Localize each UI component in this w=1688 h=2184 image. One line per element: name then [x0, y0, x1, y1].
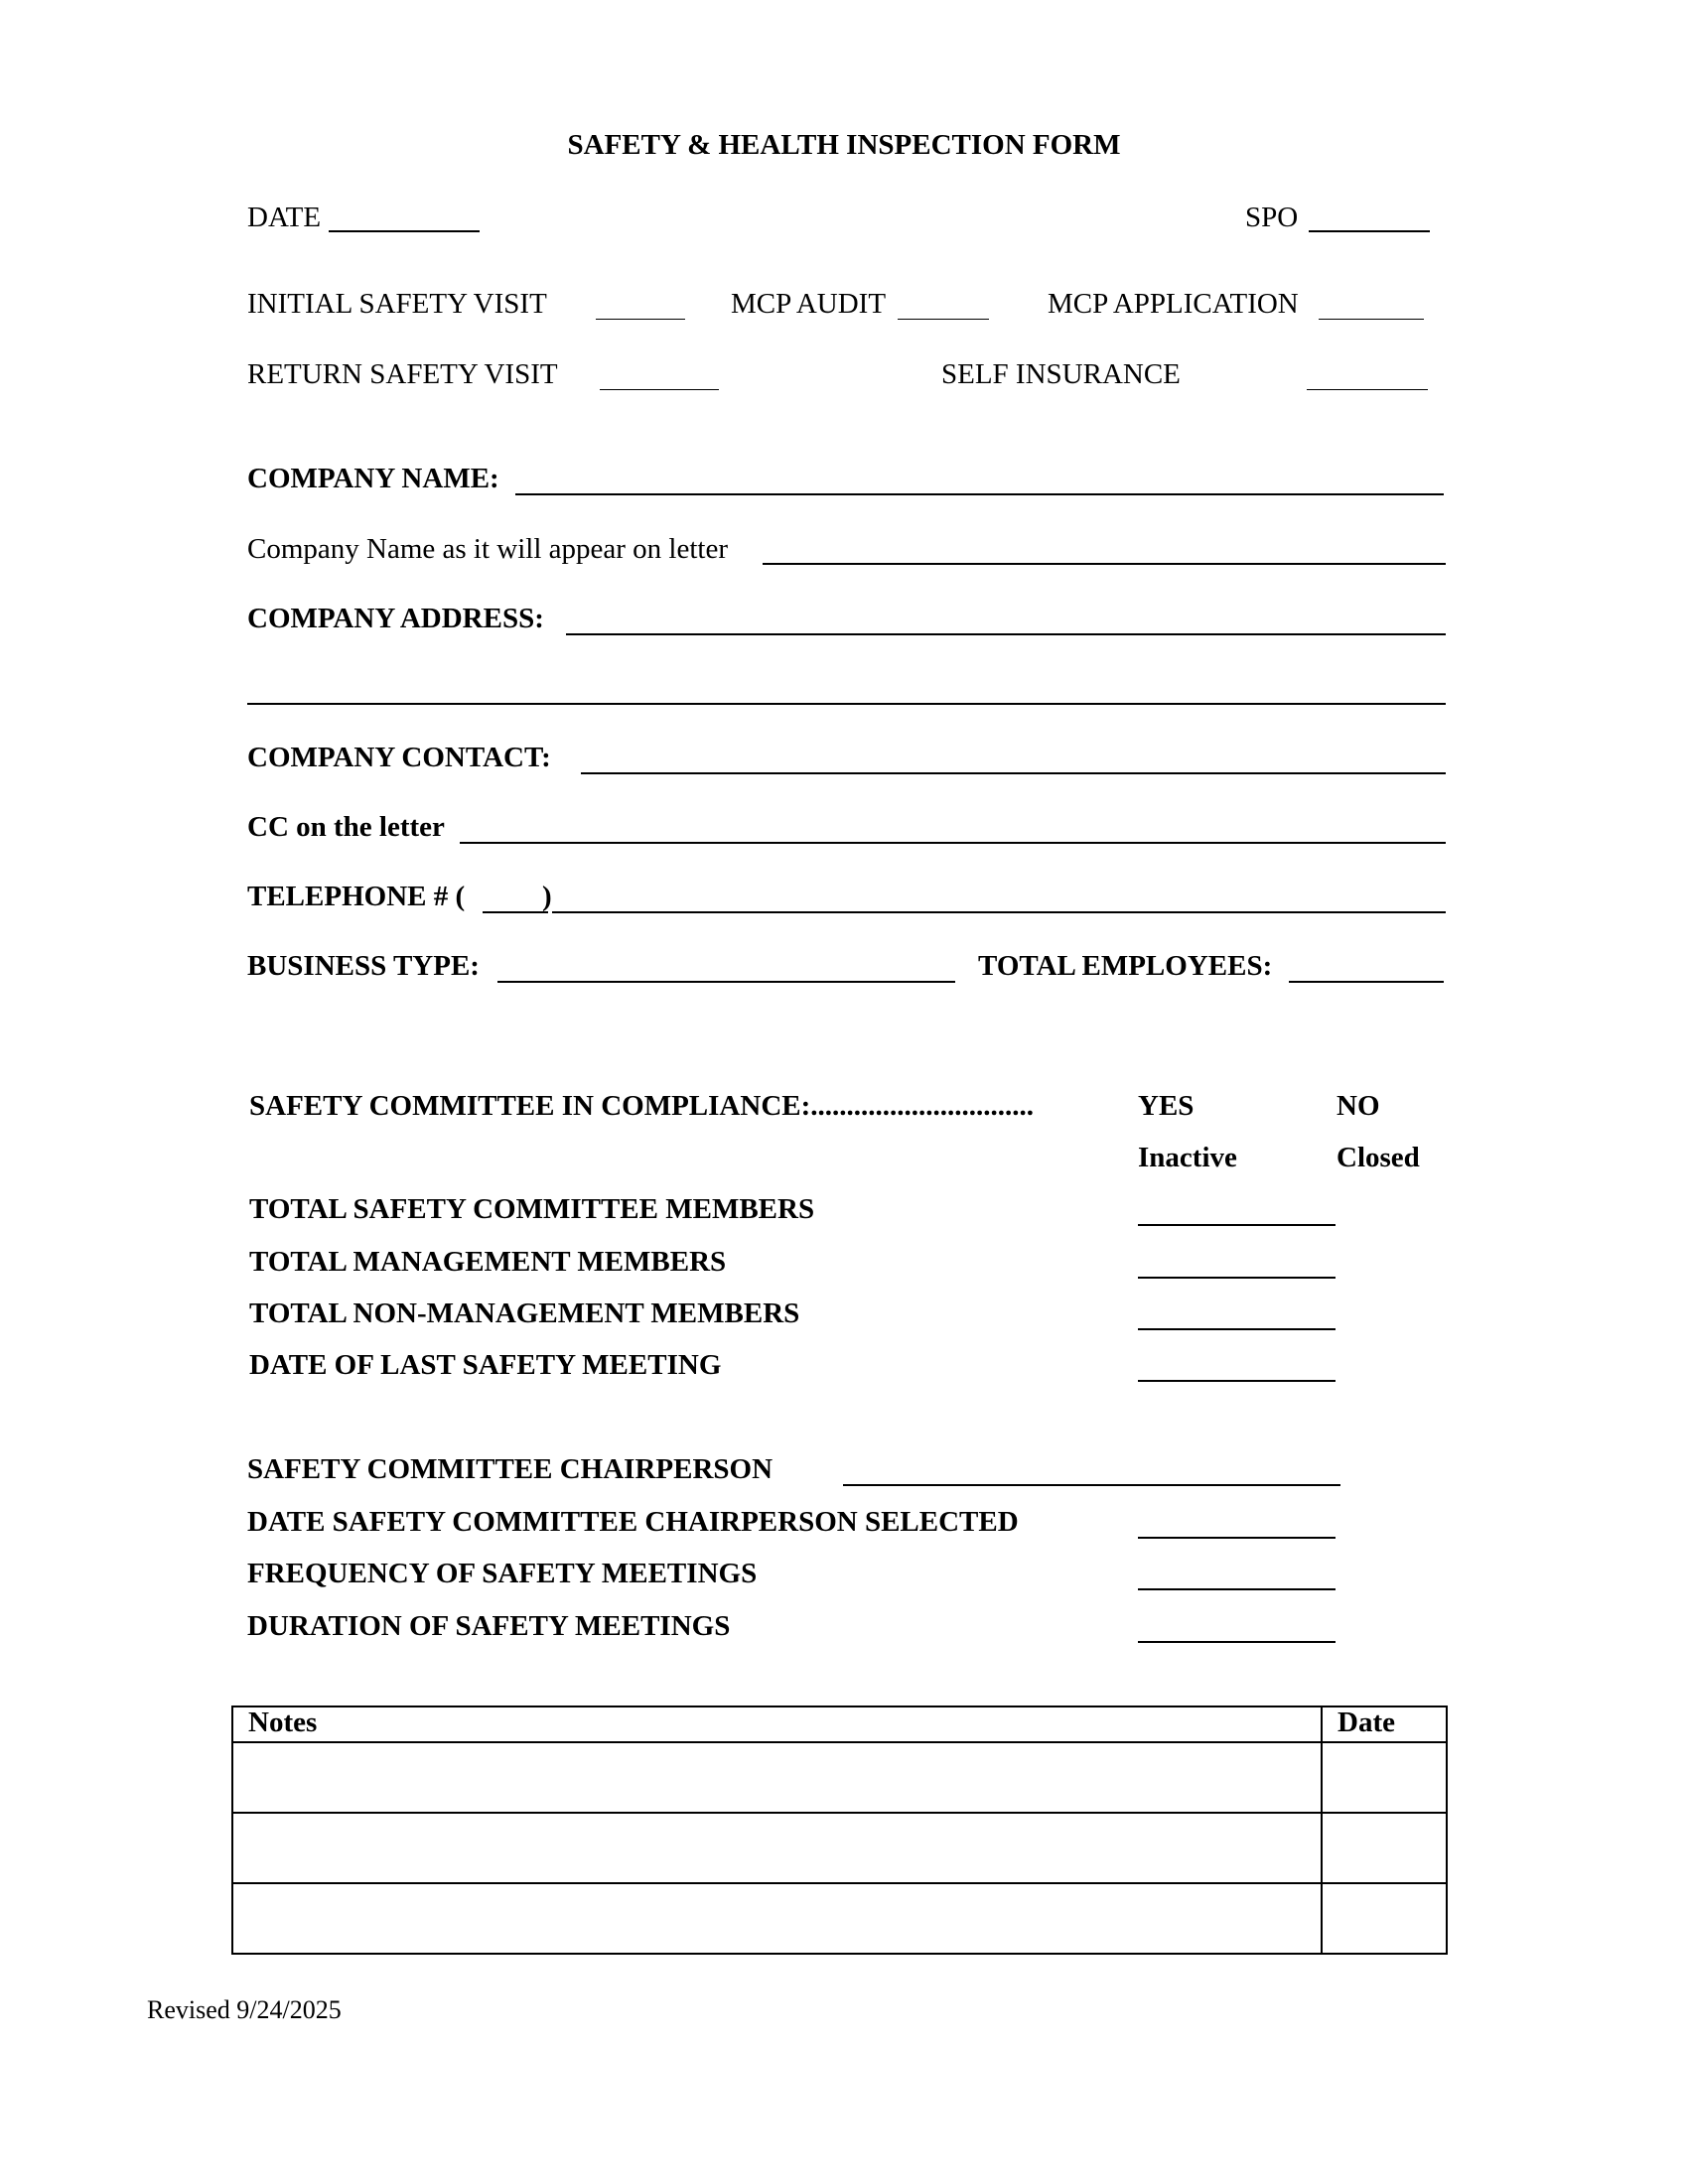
- meeting-frequency-label: FREQUENCY OF SAFETY MEETINGS: [247, 1558, 758, 1589]
- total-management-members-field[interactable]: [1138, 1277, 1336, 1279]
- chairperson-label: SAFETY COMMITTEE CHAIRPERSON: [247, 1453, 774, 1485]
- initial-safety-visit-label: INITIAL SAFETY VISIT: [247, 288, 547, 320]
- option-inactive[interactable]: Inactive: [1138, 1142, 1237, 1173]
- date-cell[interactable]: [1322, 1742, 1447, 1813]
- total-non-management-members-field[interactable]: [1138, 1328, 1336, 1330]
- committee-compliance-label: SAFETY COMMITTEE IN COMPLIANCE:...............................: [249, 1090, 1035, 1122]
- date-cell[interactable]: [1322, 1813, 1447, 1883]
- date-label: DATE: [247, 202, 322, 233]
- notes-cell[interactable]: [232, 1742, 1322, 1813]
- initial-safety-visit-field[interactable]: [596, 319, 685, 320]
- company-contact-field[interactable]: [581, 772, 1446, 774]
- company-address-label: COMPANY ADDRESS:: [247, 603, 544, 634]
- option-closed[interactable]: Closed: [1336, 1142, 1420, 1173]
- mcp-application-label: MCP APPLICATION: [1048, 288, 1299, 320]
- business-type-label: BUSINESS TYPE:: [247, 950, 480, 982]
- cc-letter-label: CC on the letter: [247, 811, 445, 843]
- telephone-close-paren: ): [542, 881, 552, 912]
- form-title: SAFETY & HEALTH INSPECTION FORM: [567, 129, 1121, 161]
- date-header: Date: [1322, 1706, 1447, 1742]
- total-management-members-label: TOTAL MANAGEMENT MEMBERS: [249, 1246, 727, 1278]
- notes-table: [231, 1706, 1448, 1955]
- chairperson-selected-date-field[interactable]: [1138, 1537, 1336, 1539]
- total-committee-members-label: TOTAL SAFETY COMMITTEE MEMBERS: [249, 1193, 815, 1225]
- business-type-field[interactable]: [497, 981, 955, 983]
- mcp-audit-label: MCP AUDIT: [731, 288, 887, 320]
- meeting-duration-field[interactable]: [1138, 1641, 1336, 1643]
- company-address-field-1[interactable]: [566, 633, 1446, 635]
- table-row: [232, 1742, 1447, 1813]
- company-contact-label: COMPANY CONTACT:: [247, 742, 551, 773]
- letter-company-name-label: Company Name as it will appear on letter: [247, 533, 728, 565]
- total-employees-field[interactable]: [1289, 981, 1444, 983]
- revised-date: Revised 9/24/2025: [147, 1995, 342, 2024]
- date-cell[interactable]: [1322, 1883, 1447, 1954]
- meeting-duration-label: DURATION OF SAFETY MEETINGS: [247, 1610, 731, 1642]
- self-insurance-field[interactable]: [1307, 389, 1428, 390]
- letter-company-name-field[interactable]: [763, 563, 1446, 565]
- telephone-area-code-field[interactable]: [483, 911, 548, 913]
- table-row: [232, 1883, 1447, 1954]
- self-insurance-label: SELF INSURANCE: [941, 358, 1181, 390]
- telephone-label: TELEPHONE # (: [247, 881, 466, 912]
- notes-cell[interactable]: [232, 1883, 1322, 1954]
- company-address-field-2[interactable]: [247, 703, 1446, 705]
- company-name-field[interactable]: [515, 493, 1444, 495]
- notes-cell[interactable]: [232, 1813, 1322, 1883]
- telephone-number-field[interactable]: [552, 911, 1446, 913]
- company-name-label: COMPANY NAME:: [247, 463, 499, 494]
- last-safety-meeting-field[interactable]: [1138, 1380, 1336, 1382]
- total-committee-members-field[interactable]: [1138, 1224, 1336, 1226]
- date-field[interactable]: [329, 230, 480, 232]
- mcp-application-field[interactable]: [1319, 319, 1424, 320]
- chairperson-selected-date-label: DATE SAFETY COMMITTEE CHAIRPERSON SELECTED: [247, 1506, 1019, 1538]
- cc-letter-field[interactable]: [460, 842, 1446, 844]
- spo-label: SPO: [1245, 202, 1299, 233]
- option-yes[interactable]: YES: [1138, 1090, 1195, 1122]
- total-employees-label: TOTAL EMPLOYEES:: [978, 950, 1273, 982]
- last-safety-meeting-label: DATE OF LAST SAFETY MEETING: [249, 1349, 722, 1381]
- meeting-frequency-field[interactable]: [1138, 1588, 1336, 1590]
- notes-table-header: [232, 1706, 1447, 1742]
- option-no[interactable]: NO: [1336, 1090, 1380, 1122]
- notes-header: Notes: [232, 1706, 1322, 1742]
- spo-field[interactable]: [1309, 230, 1430, 232]
- return-safety-visit-field[interactable]: [600, 389, 719, 390]
- mcp-audit-field[interactable]: [898, 319, 989, 320]
- return-safety-visit-label: RETURN SAFETY VISIT: [247, 358, 558, 390]
- total-non-management-members-label: TOTAL NON-MANAGEMENT MEMBERS: [249, 1297, 800, 1329]
- table-row: [232, 1813, 1447, 1883]
- chairperson-field[interactable]: [843, 1484, 1340, 1486]
